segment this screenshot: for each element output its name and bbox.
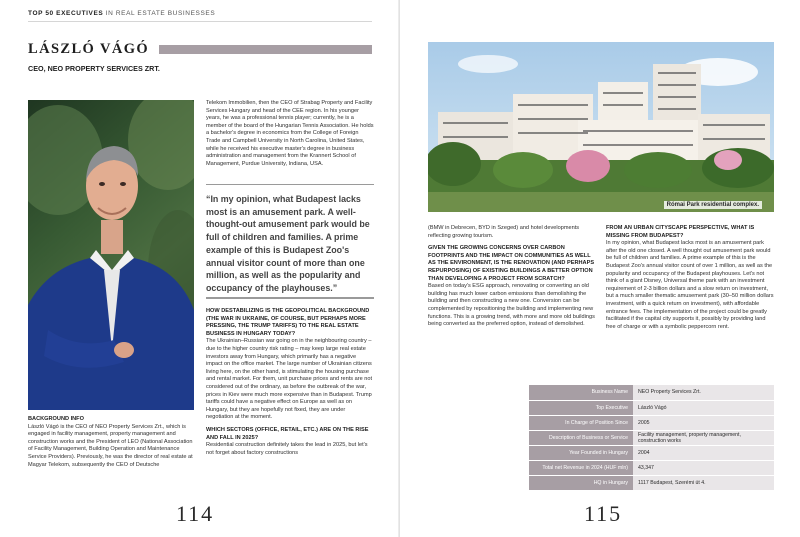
table-row: [529, 400, 774, 415]
table-row: [529, 475, 774, 490]
question-sectors-body: Residential construction definitely takes the lead in 2025, but let's not forget about factory constructions: [206, 442, 368, 456]
interview-column-left: [206, 308, 374, 457]
running-head-bold: TOP 50 EXECUTIVES: [28, 10, 104, 17]
question-carbon-body: Based on today's ESG approach, renovating or converting an old building has much lower carbon emissions than demolishing the building and then constructing a new one. Conversion can be complemented by repositioning the building and implementing new functions. This is a growing trend, with more and more old buildings being converted as the preferred option, instead of demolished.: [428, 283, 595, 328]
table-value: Facility management, property management, construction works: [633, 430, 774, 445]
question-geopolitics-heading: HOW DESTABILIZING IS THE GEOPOLITICAL BACKGROUND (THE WAR IN UKRAINE, OF COURSE, BUT PERHAPS MORE PRESSING, THE TRUMP TARIFFS) TO THE REAL ESTATE BUSINESS IN HUNGARY TODAY?: [206, 308, 370, 337]
table-value: 1117 Budapest, Szerémi út 4.: [633, 475, 774, 490]
sectors-continued-body: (BMW in Debrecen, BYD in Szeged) and hotel developments reflecting growing tourism.: [428, 225, 580, 239]
name-accent-bar: [159, 45, 372, 54]
question-sectors-heading: WHICH SECTORS (OFFICE, RETAIL, ETC.) ARE ON THE RISE AND FALL IN 2025?: [206, 426, 369, 441]
photo-caption: Római Park residential complex.: [664, 201, 762, 209]
interview-column-right-b: [606, 225, 774, 331]
table-value: NEO Property Services Zrt.: [633, 385, 774, 400]
portrait-photo: [28, 100, 194, 410]
company-info-table: [529, 385, 774, 491]
background-info-heading: BACKGROUND INFO: [28, 416, 84, 422]
question-cityscape-body: In my opinion, what Budapest lacks most is an amusement park after the old one closed. A well thought out amusement park would be full of children and families. A prime example of this is the Budapest Zoo's annual visitor count of over 1 million, as well as the popularity and occupancy of the Budapest playhouses. Let's not think of a giant Disney, Universal theme park with an investment requirement of 2-3 billion dollars and a slow return on investment, but a much smaller thematic amusement park (30–50 million dollars investment, with a quick return on investment), with affordable entrance fees. The implementation of the project could be greatly facilitated if the capital city supports it, possibly by providing land free of charge or with a symbolic peppercorn rent.: [606, 240, 774, 330]
running-head-rule: [28, 21, 372, 22]
question-cityscape-heading: FROM AN URBAN CITYSCAPE PERSPECTIVE, WHAT IS MISSING FROM BUDAPEST?: [606, 225, 755, 239]
table-label: In Charge of Position Since: [529, 415, 633, 430]
table-row: [529, 385, 774, 400]
table-value: 2004: [633, 445, 774, 460]
table-label: HQ in Hungary: [529, 475, 633, 490]
table-value: 43,347: [633, 460, 774, 475]
page-number-right: 115: [584, 501, 623, 526]
background-info-continued: Telekom Immobilien, then the CEO of Strabag Property and Facility Services Hungary and head of the CEE region. In his younger years, he was a professional tennis player; currently, he is a member of the board of the Hungarian Tennis Association. He holds a bachelor's degree in economics from the College of Foreign Trade and Campbell University in North Carolina, United States, while he received his executive master's degree in business administration and management from the Krannert School of Management, Purdue University, Indiana, USA.: [206, 100, 374, 167]
background-info-block: [28, 416, 196, 469]
table-label: Top Executive: [529, 400, 633, 415]
question-geopolitics-body: The Ukrainian–Russian war going on in the neighbouring country – due to the higher country risk rating – may keep large real estate investors away from Hungary, which primarily has a negative impact on the office market. The large number of Ukrainian citizens living here, on the other hand, is stimulating the housing purchase and rental market. For them, unit purchase prices and rents are not considered out of the ordinary, as before the outbreak of the war, prices in Kiev were much more expensive than in Budapest. Trump tariffs could have a negative effect on Europe as well as on Hungary, but they are hopefully not fixed, they are under negotiation at the moment.: [206, 338, 373, 421]
table-label: Year Founded in Hungary: [529, 445, 633, 460]
table-value: László Vágó: [633, 400, 774, 415]
person-name: LÁSZLÓ VÁGÓ: [28, 40, 150, 57]
residential-complex-photo: [428, 42, 774, 212]
table-row: [529, 445, 774, 460]
name-row: [28, 42, 372, 56]
table-value: 2005: [633, 415, 774, 430]
right-page: [400, 0, 800, 537]
interview-column-right-a: [428, 225, 596, 329]
table-label: Total net Revenue in 2024 (HUF mln): [529, 460, 633, 475]
table-label: Business Name: [529, 385, 633, 400]
page-number-left: 114: [176, 501, 215, 526]
question-carbon-heading: GIVEN THE GROWING CONCERNS OVER CARBON FOOTPRINTS AND THE IMPACT ON COMMUNITIES AS WELL AS THE ENVIRONMENT, IS THE RENOVATION (AND PERHAPS REPURPOSING) OF EXISTING BUILDINGS A BETTER OPTION THAN DEVELOPING A PROJECT FROM SCRATCH?: [428, 245, 595, 282]
running-head-rest: IN REAL ESTATE BUSINESSES: [103, 10, 216, 17]
person-title: CEO, NEO PROPERTY SERVICES ZRT.: [28, 64, 160, 73]
table-row: [529, 430, 774, 445]
pull-quote-rule: [206, 297, 374, 299]
running-head: [28, 10, 215, 17]
table-row: [529, 460, 774, 475]
table-label: Description of Business or Service: [529, 430, 633, 445]
background-info-body: László Vágó is the CEO of NEO Property Services Zrt., which is engaged in facility management, property management and construction works and the President of LEO (National Association of Facility Management, Building Operation and Maintenance Service Providers). Previously, he was the director of real estate at Magyar Telekom, subsequently the CEO of Deutsche: [28, 423, 193, 468]
pull-quote: “In my opinion, what Budapest lacks most is an amusement park. A well-thought-out amusement park would be full of children and families. A prime example of this is Budapest Zoo's annual visitor count of more than one million, as well as the popularity and occupancy of the playhouses.”: [206, 184, 374, 295]
table-row: [529, 415, 774, 430]
